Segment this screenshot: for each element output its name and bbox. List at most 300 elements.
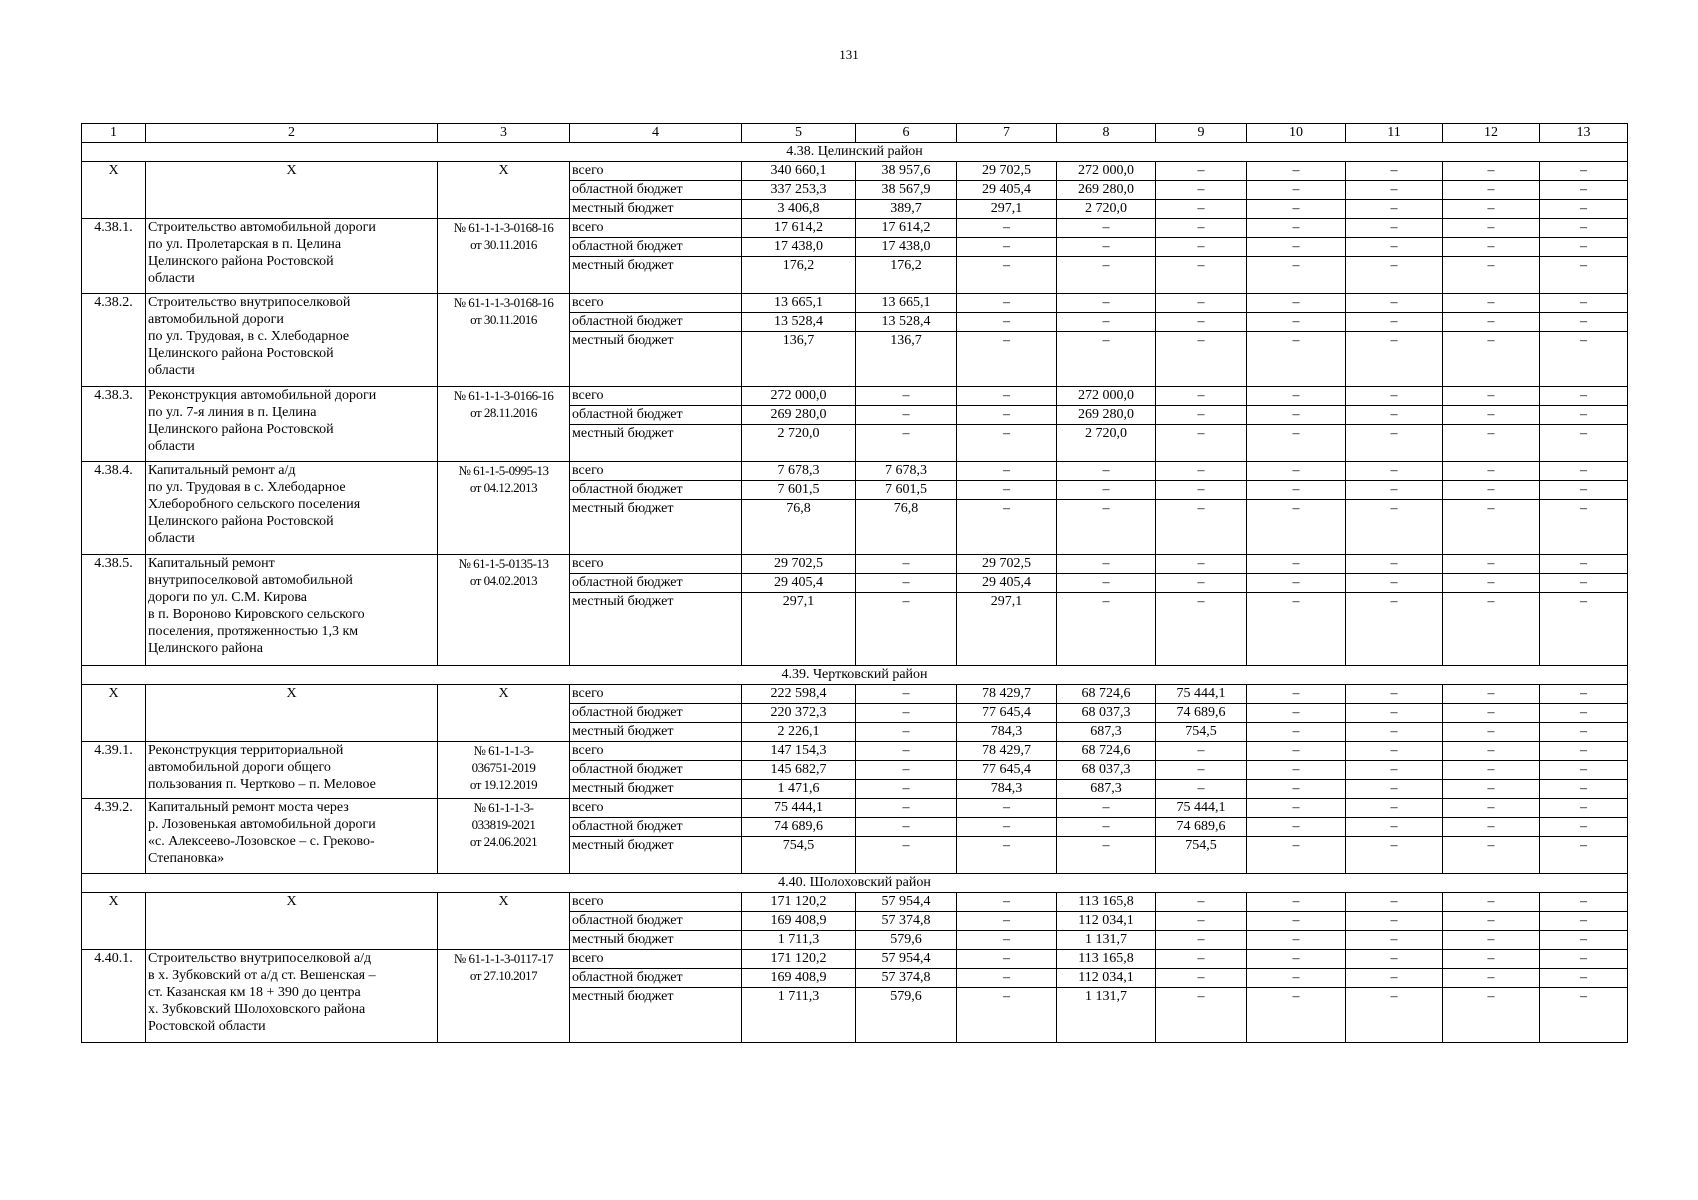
value-cell: – <box>1247 313 1346 332</box>
value-cell: 57 954,4 <box>856 950 957 969</box>
item-document <box>438 294 570 387</box>
total-marker: Х <box>438 162 570 219</box>
value-cell: 76,8 <box>856 500 957 555</box>
column-header: 13 <box>1540 124 1628 143</box>
value-cell: – <box>957 219 1057 238</box>
total-row <box>82 893 1628 912</box>
value-cell: – <box>1156 500 1247 555</box>
value-cell: – <box>856 425 957 462</box>
value-cell: 75 444,1 <box>1156 799 1247 818</box>
value-cell: 75 444,1 <box>1156 685 1247 704</box>
value-cell: – <box>1057 257 1156 294</box>
value-cell: – <box>1156 219 1247 238</box>
item-number: 4.38.4. <box>82 462 146 555</box>
cell-line: 036751-2019 <box>471 760 536 775</box>
value-cell: – <box>1443 332 1540 387</box>
value-cell: – <box>1346 257 1443 294</box>
value-cell: – <box>1443 593 1540 666</box>
value-cell: 78 429,7 <box>957 742 1057 761</box>
cell-line: Целинского района Ростовской <box>148 514 334 529</box>
funding-source: местный бюджет <box>570 257 742 294</box>
value-cell: 754,5 <box>1156 837 1247 874</box>
value-cell: 29 702,5 <box>957 555 1057 574</box>
budget-table <box>81 123 1628 1043</box>
value-cell: – <box>1247 931 1346 950</box>
total-marker: Х <box>146 162 438 219</box>
item-document <box>438 555 570 666</box>
value-cell: 297,1 <box>742 593 856 666</box>
value-cell: 754,5 <box>742 837 856 874</box>
value-cell: 272 000,0 <box>1057 387 1156 406</box>
cell-line: автомобильной дороги <box>148 312 284 327</box>
value-cell: – <box>957 912 1057 931</box>
funding-source: всего <box>570 555 742 574</box>
value-cell: – <box>1247 593 1346 666</box>
funding-source: местный бюджет <box>570 593 742 666</box>
item-name <box>146 799 438 874</box>
value-cell: 57 954,4 <box>856 893 957 912</box>
total-marker: Х <box>438 685 570 742</box>
value-cell: – <box>957 387 1057 406</box>
value-cell: 687,3 <box>1057 780 1156 799</box>
cell-line: Строительство внутрипоселковой а/д <box>148 951 372 966</box>
value-cell: 269 280,0 <box>1057 181 1156 200</box>
value-cell: – <box>1540 481 1628 500</box>
value-cell: 579,6 <box>856 988 957 1043</box>
value-cell: 74 689,6 <box>1156 704 1247 723</box>
value-cell: – <box>1443 500 1540 555</box>
value-cell: – <box>1156 162 1247 181</box>
value-cell: – <box>1156 593 1247 666</box>
value-cell: – <box>1540 200 1628 219</box>
value-cell: 74 689,6 <box>1156 818 1247 837</box>
value-cell: 57 374,8 <box>856 969 957 988</box>
value-cell: – <box>1057 818 1156 837</box>
column-header: 3 <box>438 124 570 143</box>
value-cell: – <box>1057 294 1156 313</box>
item-number: 4.39.1. <box>82 742 146 799</box>
value-cell: – <box>1346 481 1443 500</box>
funding-source: всего <box>570 294 742 313</box>
funding-source: областной бюджет <box>570 574 742 593</box>
value-cell: – <box>1156 332 1247 387</box>
value-cell: 784,3 <box>957 780 1057 799</box>
value-cell: – <box>1443 780 1540 799</box>
value-cell: – <box>1156 742 1247 761</box>
value-cell: – <box>957 481 1057 500</box>
value-cell: – <box>1247 969 1346 988</box>
value-cell: – <box>1346 574 1443 593</box>
value-cell: – <box>1156 931 1247 950</box>
value-cell: – <box>1057 500 1156 555</box>
funding-source: областной бюджет <box>570 912 742 931</box>
column-header: 7 <box>957 124 1057 143</box>
value-cell: – <box>1346 893 1443 912</box>
value-cell: – <box>1540 837 1628 874</box>
value-cell: – <box>1346 818 1443 837</box>
value-cell: – <box>1057 462 1156 481</box>
value-cell: 68 037,3 <box>1057 704 1156 723</box>
value-cell: – <box>1443 818 1540 837</box>
value-cell: – <box>1156 555 1247 574</box>
value-cell: 17 438,0 <box>742 238 856 257</box>
value-cell: – <box>1247 761 1346 780</box>
value-cell: 76,8 <box>742 500 856 555</box>
column-header: 8 <box>1057 124 1156 143</box>
value-cell: – <box>1346 685 1443 704</box>
value-cell: – <box>1156 257 1247 294</box>
value-cell: 2 226,1 <box>742 723 856 742</box>
column-header: 4 <box>570 124 742 143</box>
value-cell: – <box>1247 257 1346 294</box>
cell-line: № 61-1-1-3-0168-16 <box>453 295 554 310</box>
cell-line: от 27.10.2017 <box>469 968 538 983</box>
value-cell: – <box>1346 931 1443 950</box>
cell-line: Реконструкция автомобильной дороги <box>148 388 377 403</box>
cell-line: ст. Казанская км 18 + 390 до центра <box>148 985 361 1000</box>
cell-line: Строительство внутрипоселковой <box>148 295 351 310</box>
value-cell: – <box>856 387 957 406</box>
value-cell: – <box>1156 238 1247 257</box>
value-cell: – <box>1156 387 1247 406</box>
value-cell: – <box>957 950 1057 969</box>
value-cell: – <box>1156 988 1247 1043</box>
value-cell: – <box>1346 988 1443 1043</box>
cell-line: от 19.12.2019 <box>469 777 538 792</box>
value-cell: 17 614,2 <box>856 219 957 238</box>
header-row <box>82 124 1628 143</box>
item-document <box>438 462 570 555</box>
value-cell: – <box>1057 332 1156 387</box>
value-cell: – <box>1156 294 1247 313</box>
funding-source: всего <box>570 162 742 181</box>
column-header: 11 <box>1346 124 1443 143</box>
value-cell: 220 372,3 <box>742 704 856 723</box>
value-cell: 136,7 <box>856 332 957 387</box>
value-cell: 68 724,6 <box>1057 685 1156 704</box>
total-marker: Х <box>82 685 146 742</box>
item-name <box>146 950 438 1043</box>
value-cell: 1 131,7 <box>1057 988 1156 1043</box>
value-cell: – <box>1443 238 1540 257</box>
value-cell: 29 405,4 <box>742 574 856 593</box>
value-cell: 2 720,0 <box>1057 425 1156 462</box>
value-cell: – <box>1247 219 1346 238</box>
value-cell: – <box>1443 294 1540 313</box>
cell-line: Ростовской области <box>148 1019 266 1034</box>
value-cell: – <box>1443 574 1540 593</box>
value-cell: 113 165,8 <box>1057 893 1156 912</box>
item-name <box>146 219 438 294</box>
value-cell: 269 280,0 <box>1057 406 1156 425</box>
value-cell: – <box>1540 406 1628 425</box>
cell-line: № 61-1-1-3-0166-16 <box>453 388 554 403</box>
cell-line: х. Зубковский Шолоховского района <box>148 1002 366 1017</box>
value-cell: – <box>856 742 957 761</box>
value-cell: – <box>1443 685 1540 704</box>
value-cell: – <box>1057 555 1156 574</box>
value-cell: – <box>1057 593 1156 666</box>
item-document <box>438 950 570 1043</box>
value-cell: 2 720,0 <box>742 425 856 462</box>
value-cell: – <box>1156 893 1247 912</box>
value-cell: – <box>957 462 1057 481</box>
value-cell: – <box>1443 742 1540 761</box>
value-cell: – <box>1247 462 1346 481</box>
cell-line: Степановка» <box>148 851 225 866</box>
value-cell: – <box>1540 500 1628 555</box>
value-cell: – <box>856 723 957 742</box>
cell-line: поселения, протяженностью 1,3 км <box>148 624 359 639</box>
funding-source: всего <box>570 387 742 406</box>
value-cell: – <box>1540 799 1628 818</box>
value-cell: – <box>1057 481 1156 500</box>
value-cell: 222 598,4 <box>742 685 856 704</box>
value-cell: – <box>1346 742 1443 761</box>
value-cell: – <box>1247 799 1346 818</box>
value-cell: 17 614,2 <box>742 219 856 238</box>
value-cell: – <box>1540 294 1628 313</box>
cell-line: Хлеборобного сельского поселения <box>148 497 361 512</box>
value-cell: 13 528,4 <box>742 313 856 332</box>
cell-line: по ул. Пролетарская в п. Целина <box>148 237 342 252</box>
value-cell: – <box>1247 893 1346 912</box>
value-cell: – <box>1156 313 1247 332</box>
funding-source: местный бюджет <box>570 723 742 742</box>
value-cell: – <box>856 555 957 574</box>
cell-line: Капитальный ремонт а/д <box>148 463 296 478</box>
value-cell: – <box>1346 593 1443 666</box>
total-marker: Х <box>82 162 146 219</box>
item-number: 4.38.3. <box>82 387 146 462</box>
value-cell: 38 957,6 <box>856 162 957 181</box>
value-cell: – <box>1156 406 1247 425</box>
total-row <box>82 162 1628 181</box>
value-cell: 29 405,4 <box>957 574 1057 593</box>
funding-source: всего <box>570 685 742 704</box>
cell-line: по ул. 7-я линия в п. Целина <box>148 405 317 420</box>
value-cell: – <box>1540 969 1628 988</box>
value-cell: – <box>957 425 1057 462</box>
value-cell: – <box>1247 481 1346 500</box>
value-cell: 297,1 <box>957 593 1057 666</box>
funding-source: областной бюджет <box>570 406 742 425</box>
value-cell: – <box>1443 704 1540 723</box>
cell-line: р. Лозовенькая автомобильной дороги <box>148 817 376 832</box>
cell-line: внутрипоселковой автомобильной <box>148 573 353 588</box>
value-cell: – <box>1443 837 1540 874</box>
funding-source: местный бюджет <box>570 200 742 219</box>
item-number: 4.40.1. <box>82 950 146 1043</box>
value-cell: – <box>1346 313 1443 332</box>
value-cell: – <box>1247 574 1346 593</box>
item-name <box>146 387 438 462</box>
funding-source: местный бюджет <box>570 780 742 799</box>
page-number: 131 <box>839 47 859 62</box>
value-cell: – <box>1540 162 1628 181</box>
funding-source: всего <box>570 462 742 481</box>
value-cell: – <box>856 818 957 837</box>
value-cell: – <box>1443 893 1540 912</box>
item-row <box>82 950 1628 969</box>
value-cell: – <box>1057 837 1156 874</box>
item-document <box>438 799 570 874</box>
value-cell: – <box>1346 387 1443 406</box>
value-cell: 13 665,1 <box>856 294 957 313</box>
funding-source: всего <box>570 219 742 238</box>
column-header: 12 <box>1443 124 1540 143</box>
value-cell: – <box>1346 181 1443 200</box>
item-row <box>82 294 1628 313</box>
value-cell: 77 645,4 <box>957 761 1057 780</box>
value-cell: – <box>1540 387 1628 406</box>
cell-line: Целинского района Ростовской <box>148 346 334 361</box>
funding-source: областной бюджет <box>570 238 742 257</box>
value-cell: – <box>1346 761 1443 780</box>
value-cell: – <box>856 780 957 799</box>
value-cell: – <box>1540 238 1628 257</box>
value-cell: – <box>1247 912 1346 931</box>
value-cell: – <box>1346 294 1443 313</box>
value-cell: – <box>957 799 1057 818</box>
funding-source: всего <box>570 742 742 761</box>
value-cell: 74 689,6 <box>742 818 856 837</box>
value-cell: – <box>1443 200 1540 219</box>
item-document <box>438 387 570 462</box>
value-cell: – <box>1443 950 1540 969</box>
value-cell: 13 665,1 <box>742 294 856 313</box>
value-cell: – <box>1346 332 1443 387</box>
value-cell: – <box>1443 162 1540 181</box>
cell-line: области <box>148 531 195 546</box>
cell-line: № 61-1-5-0995-13 <box>458 463 549 478</box>
value-cell: – <box>1346 162 1443 181</box>
value-cell: – <box>856 837 957 874</box>
value-cell: – <box>1443 912 1540 931</box>
value-cell: 112 034,1 <box>1057 969 1156 988</box>
value-cell: 112 034,1 <box>1057 912 1156 931</box>
value-cell: – <box>1443 406 1540 425</box>
value-cell: – <box>1443 181 1540 200</box>
value-cell: – <box>1247 238 1346 257</box>
value-cell: 7 601,5 <box>856 481 957 500</box>
funding-source: местный бюджет <box>570 931 742 950</box>
value-cell: – <box>1540 219 1628 238</box>
funding-source: местный бюджет <box>570 425 742 462</box>
value-cell: – <box>1346 780 1443 799</box>
item-row <box>82 799 1628 818</box>
value-cell: – <box>1540 332 1628 387</box>
value-cell: 171 120,2 <box>742 893 856 912</box>
funding-source: всего <box>570 799 742 818</box>
item-number: 4.38.2. <box>82 294 146 387</box>
item-row <box>82 555 1628 574</box>
value-cell: – <box>1156 462 1247 481</box>
value-cell: – <box>1346 500 1443 555</box>
section-title-row <box>82 874 1628 893</box>
cell-line: по ул. Трудовая, в с. Хлебодарное <box>148 329 350 344</box>
value-cell: – <box>1540 950 1628 969</box>
value-cell: 13 528,4 <box>856 313 957 332</box>
total-marker: Х <box>146 685 438 742</box>
value-cell: – <box>1443 969 1540 988</box>
value-cell: – <box>1156 181 1247 200</box>
funding-source: местный бюджет <box>570 332 742 387</box>
value-cell: – <box>957 332 1057 387</box>
value-cell: – <box>1247 988 1346 1043</box>
value-cell: 75 444,1 <box>742 799 856 818</box>
value-cell: – <box>1156 574 1247 593</box>
value-cell: – <box>957 294 1057 313</box>
cell-line: № 61-1-1-3-0117-17 <box>453 951 554 966</box>
value-cell: 38 567,9 <box>856 181 957 200</box>
cell-line: Целинского района Ростовской <box>148 422 334 437</box>
value-cell: – <box>1247 425 1346 462</box>
value-cell: 297,1 <box>957 200 1057 219</box>
value-cell: 7 678,3 <box>856 462 957 481</box>
value-cell: – <box>1057 574 1156 593</box>
value-cell: – <box>856 593 957 666</box>
value-cell: 169 408,9 <box>742 912 856 931</box>
cell-line: № 61-1-1-3- <box>473 743 534 758</box>
value-cell: – <box>1540 685 1628 704</box>
value-cell: 784,3 <box>957 723 1057 742</box>
cell-line: Строительство автомобильной дороги <box>148 220 376 235</box>
value-cell: – <box>957 931 1057 950</box>
cell-line: от 30.11.2016 <box>470 237 537 252</box>
value-cell: – <box>1540 761 1628 780</box>
value-cell: 1 471,6 <box>742 780 856 799</box>
item-name <box>146 462 438 555</box>
cell-line: по ул. Трудовая в с. Хлебодарное <box>148 480 346 495</box>
value-cell: – <box>1443 462 1540 481</box>
funding-source: областной бюджет <box>570 761 742 780</box>
value-cell: 7 678,3 <box>742 462 856 481</box>
value-cell: – <box>1346 219 1443 238</box>
value-cell: 77 645,4 <box>957 704 1057 723</box>
cell-line: Капитальный ремонт <box>148 556 275 571</box>
section-title-row <box>82 666 1628 685</box>
item-name <box>146 742 438 799</box>
value-cell: 29 702,5 <box>957 162 1057 181</box>
value-cell: – <box>1247 406 1346 425</box>
value-cell: – <box>1156 780 1247 799</box>
value-cell: 176,2 <box>856 257 957 294</box>
column-header: 9 <box>1156 124 1247 143</box>
value-cell: 145 682,7 <box>742 761 856 780</box>
value-cell: – <box>1247 723 1346 742</box>
item-row <box>82 387 1628 406</box>
value-cell: 176,2 <box>742 257 856 294</box>
value-cell: – <box>957 969 1057 988</box>
value-cell: – <box>1346 238 1443 257</box>
value-cell: – <box>1247 500 1346 555</box>
value-cell: – <box>1443 219 1540 238</box>
funding-source: всего <box>570 893 742 912</box>
value-cell: – <box>856 406 957 425</box>
value-cell: – <box>957 988 1057 1043</box>
value-cell: – <box>1247 294 1346 313</box>
value-cell: – <box>957 500 1057 555</box>
value-cell: – <box>1346 912 1443 931</box>
value-cell: – <box>1346 462 1443 481</box>
funding-source: областной бюджет <box>570 313 742 332</box>
value-cell: – <box>1540 780 1628 799</box>
funding-source: местный бюджет <box>570 500 742 555</box>
value-cell: 269 280,0 <box>742 406 856 425</box>
value-cell: 17 438,0 <box>856 238 957 257</box>
value-cell: – <box>1247 387 1346 406</box>
